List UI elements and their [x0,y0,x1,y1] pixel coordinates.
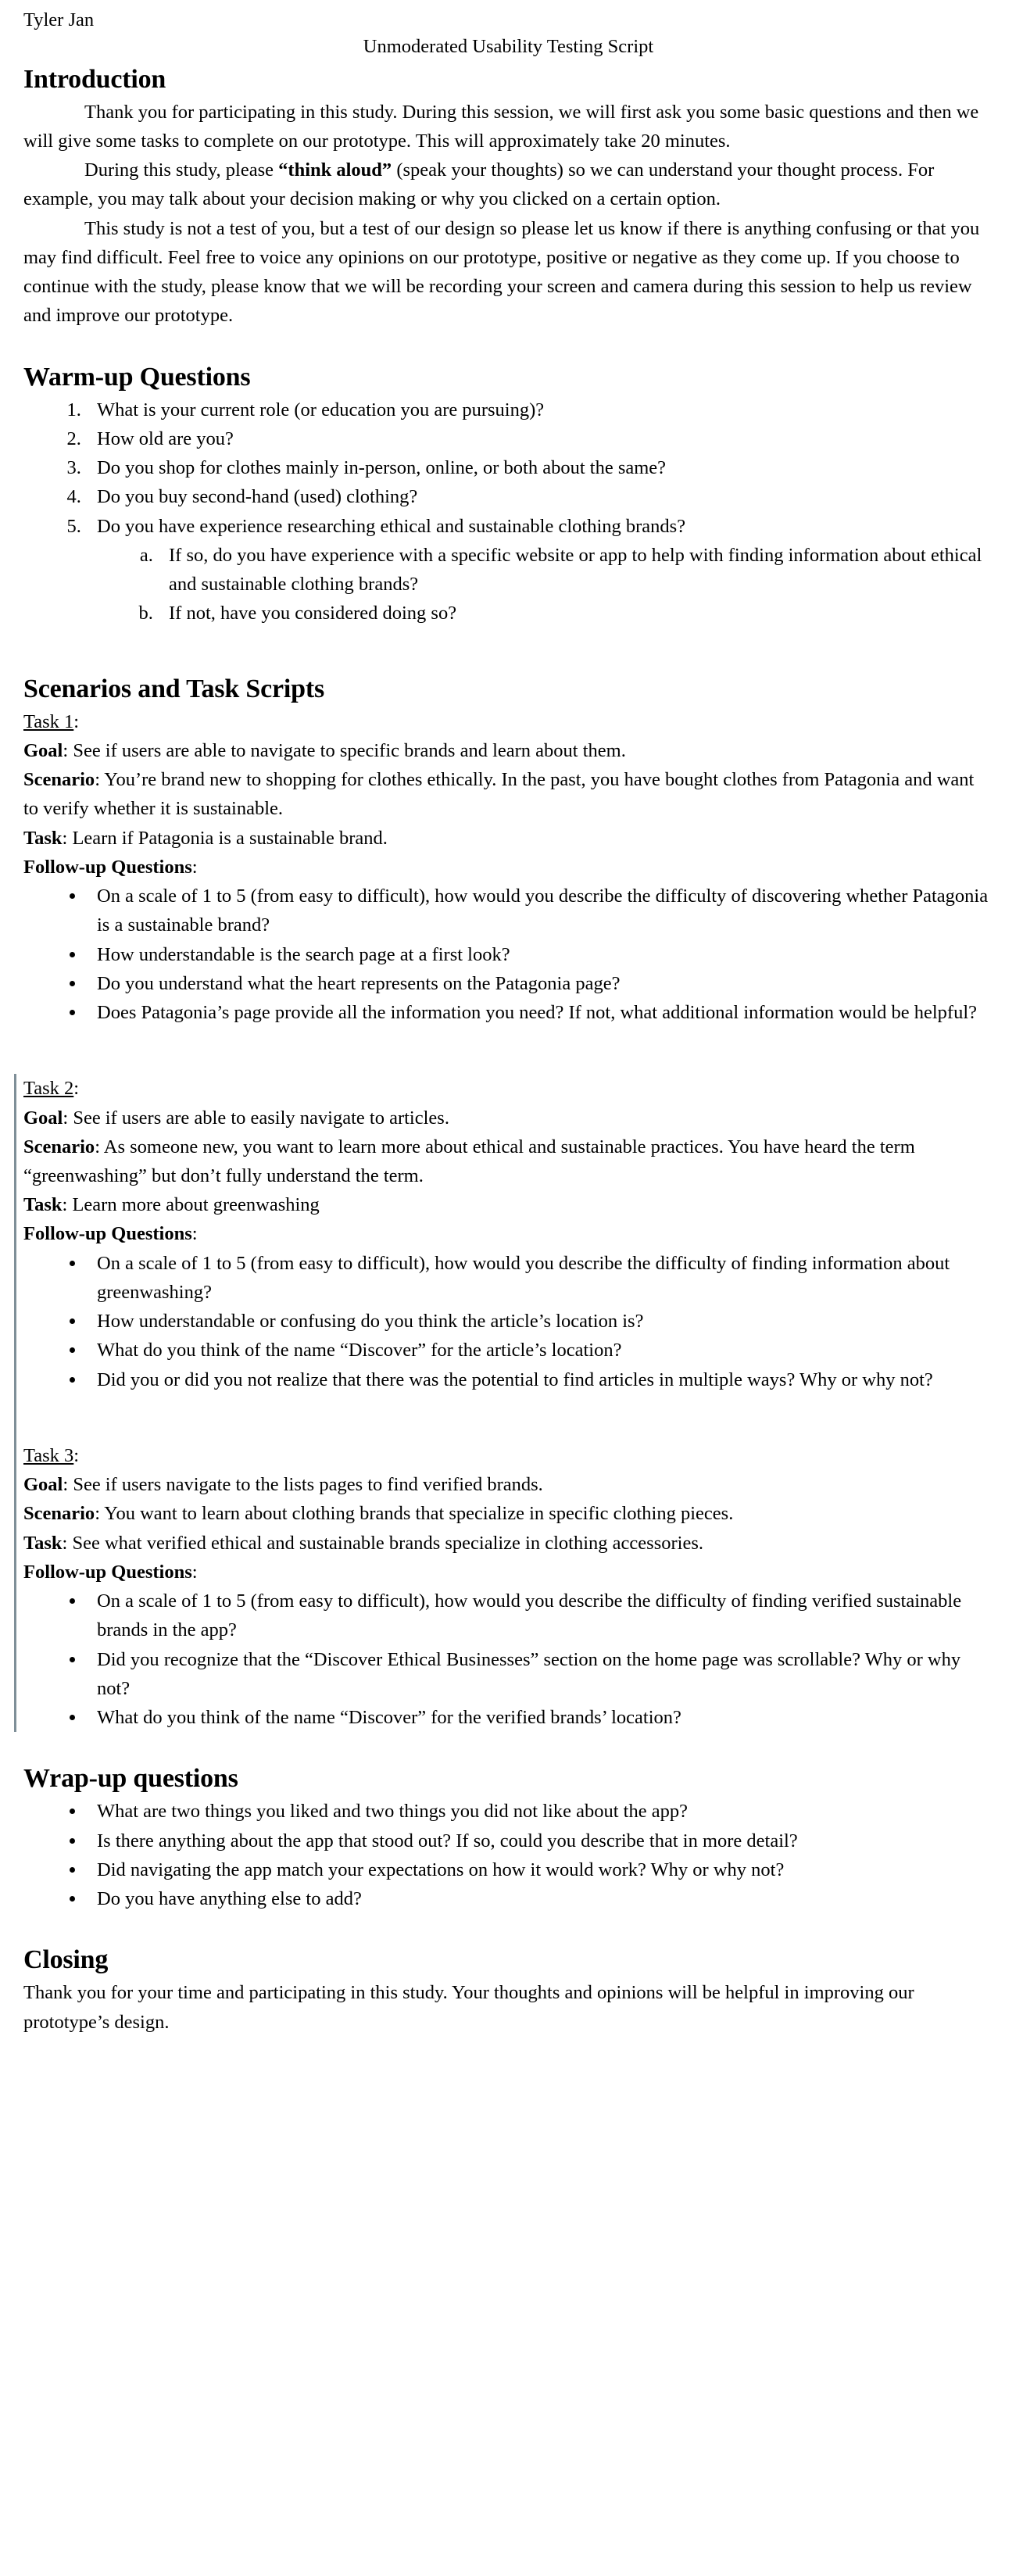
heading-scenarios: Scenarios and Task Scripts [23,674,324,703]
warmup-question-list [23,395,993,628]
intro-paragraph-2 [23,156,993,213]
colon: : [63,739,69,761]
task-label: Task [23,827,63,849]
spacer [23,1732,993,1758]
list-item: • What do you think of the name “Discover” for the article’s location? [86,1336,993,1365]
task-block-1 [23,707,993,1028]
task-2-followup-list [23,1249,993,1394]
intro-p2-after: (speak your thoughts) so we can understand your thought process. For example, you may talk about your decision making or why you clicked on a certain option. [23,159,935,210]
list-item-text: Do you have experience researching ethical and sustainable clothing brands? [97,515,686,537]
document-title: Unmoderated Usability Testing Script [363,35,654,57]
list-item: 2. How old are you? [86,424,993,453]
spacer [23,1394,993,1441]
list-item: • What are two things you liked and two things you did not like about the app? [86,1797,993,1826]
list-item: • Do you understand what the heart represents on the Patagonia page? [86,969,993,998]
colon: : [191,856,198,878]
list-item: • How understandable is the search page at a first look? [86,940,993,969]
task-1-goal [23,736,993,765]
list-item: • How understandable or confusing do you think the article’s location is? [86,1307,993,1336]
task-3-task [23,1529,993,1558]
list-item: • Is there anything about the app that stood out? If so, could you describe that in more detail? [86,1826,993,1855]
colon: : [191,1561,198,1583]
task-3-followup-heading [23,1558,993,1587]
heading-closing: Closing [23,1945,109,1975]
goal-label: Goal [23,1107,63,1129]
list-item: • Did navigating the app match your expectations on how it would work? Why or why not? [86,1855,993,1884]
list-item: • On a scale of 1 to 5 (from easy to difficult), how would you describe the difficulty of discovering whether Patagonia is a sustainable brand? [86,882,993,939]
task-3-followup-list [23,1587,993,1732]
colon: : [95,769,100,791]
scenario-text: As someone new, you want to learn more about ethical and sustainable practices. You have heard the term “greenwashing” but don’t fully understand the term. [23,1136,915,1186]
task-2-label: Task 2 [23,1078,74,1100]
scenario-label: Scenario [23,769,95,791]
intro-p2-bold: “think aloud” [278,159,392,181]
spacer [23,331,993,357]
intro-paragraph-1: Thank you for participating in this study. During this session, we will first ask you some basic questions and then we will give some tasks to complete on our prototype. This will approximately take 20 minutes. [23,101,979,152]
intro-paragraph-3: This study is not a test of you, but a test of our design so please let us know if there is anything confusing or that you may find difficult. Feel free to voice any opinions on our prototype, positive or negative as they come up. If you choose to continue with the study, please know that we will be recording your screen and camera during this session to help us review and improve our prototype. [23,217,980,327]
colon: : [63,1107,69,1129]
colon: : [63,1474,69,1496]
scenario-text: You’re brand new to shopping for clothes ethically. In the past, you have bought clothes from Patagonia and want to verify whether it is sustainable. [23,769,975,820]
colon: : [62,1532,68,1554]
task-2-task [23,1190,993,1219]
list-item [86,512,993,628]
goal-text: See if users are able to navigate to specific brands and learn about them. [68,739,626,761]
task-3-goal [23,1470,993,1499]
task-text: Learn more about greenwashing [67,1194,320,1216]
wrapup-question-list [23,1797,993,1913]
task-3-title [23,1441,993,1470]
scenario-text: You want to learn about clothing brands that specialize in specific clothing pieces. [100,1503,734,1525]
colon: : [62,1194,68,1216]
task-text: See what verified ethical and sustainable brands specialize in clothing accessories. [67,1532,703,1554]
goal-text: See if users navigate to the lists pages to find verified brands. [68,1474,543,1496]
task-2-followup-heading [23,1219,993,1248]
list-item: • Did you recognize that the “Discover Ethical Businesses” section on the home page was scrollable? Why or why not? [86,1645,993,1703]
intro-p2-before: During this study, please [84,159,279,181]
list-item: 4. Do you buy second-hand (used) clothing? [86,482,993,511]
colon: : [73,1444,80,1466]
task-3-label: Task 3 [23,1444,74,1466]
list-item: • Does Patagonia’s page provide all the information you need? If not, what additional information would be helpful? [86,998,993,1027]
spacer [23,628,993,669]
list-item: • Do you have anything else to add? [86,1884,993,1913]
heading-warmup: Warm-up Questions [23,362,251,392]
list-item: 3. Do you shop for clothes mainly in-person, online, or both about the same? [86,453,993,482]
list-item: • On a scale of 1 to 5 (from easy to difficult), how would you describe the difficulty of finding information about greenwashing? [86,1249,993,1307]
closing-paragraph: Thank you for your time and participating in this study. Your thoughts and opinions will be helpful in improving our prototype’s design. [23,1982,914,2033]
colon: : [73,710,80,732]
followup-label: Follow-up Questions [23,856,192,878]
list-item: b. If not, have you considered doing so? [158,599,993,628]
scenario-label: Scenario [23,1136,95,1157]
task-3-scenario [23,1499,993,1528]
task-1-followup-heading [23,853,993,882]
task-2-scenario [23,1132,993,1190]
spacer [23,1027,993,1074]
colon: : [95,1136,100,1157]
goal-label: Goal [23,739,63,761]
goal-text: See if users are able to easily navigate to articles. [68,1107,449,1129]
colon: : [62,827,68,849]
task-1-label: Task 1 [23,710,74,732]
list-item: • What do you think of the name “Discover” for the verified brands’ location? [86,1703,993,1732]
heading-introduction: Introduction [23,64,166,94]
list-item: • On a scale of 1 to 5 (from easy to difficult), how would you describe the difficulty of finding verified sustainable brands in the app? [86,1587,993,1644]
colon: : [95,1503,100,1525]
task-2-title [23,1074,993,1103]
followup-label: Follow-up Questions [23,1561,192,1583]
task-1-scenario [23,765,993,823]
spacer [23,1913,993,1940]
task-1-followup-list [23,882,993,1027]
heading-wrapup: Wrap-up questions [23,1764,238,1794]
task-label: Task [23,1194,63,1216]
warmup-subquestion-list [97,541,993,628]
list-item: • Did you or did you not realize that there was the potential to find articles in multiple ways? Why or why not? [86,1365,993,1394]
task-1-task [23,824,993,853]
goal-label: Goal [23,1474,63,1496]
task-block-2 [14,1074,993,1732]
colon: : [73,1078,80,1100]
list-item: 1. What is your current role (or education you are pursuing)? [86,395,993,424]
task-label: Task [23,1532,63,1554]
author-name: Tyler Jan [23,9,95,30]
task-2-goal [23,1104,993,1132]
task-text: Learn if Patagonia is a sustainable brand. [67,827,388,849]
list-item: a. If so, do you have experience with a specific website or app to help with finding information about ethical and sustainable clothing brands? [158,541,993,599]
followup-label: Follow-up Questions [23,1223,192,1245]
task-1-title [23,707,993,736]
colon: : [191,1223,198,1245]
scenario-label: Scenario [23,1503,95,1525]
